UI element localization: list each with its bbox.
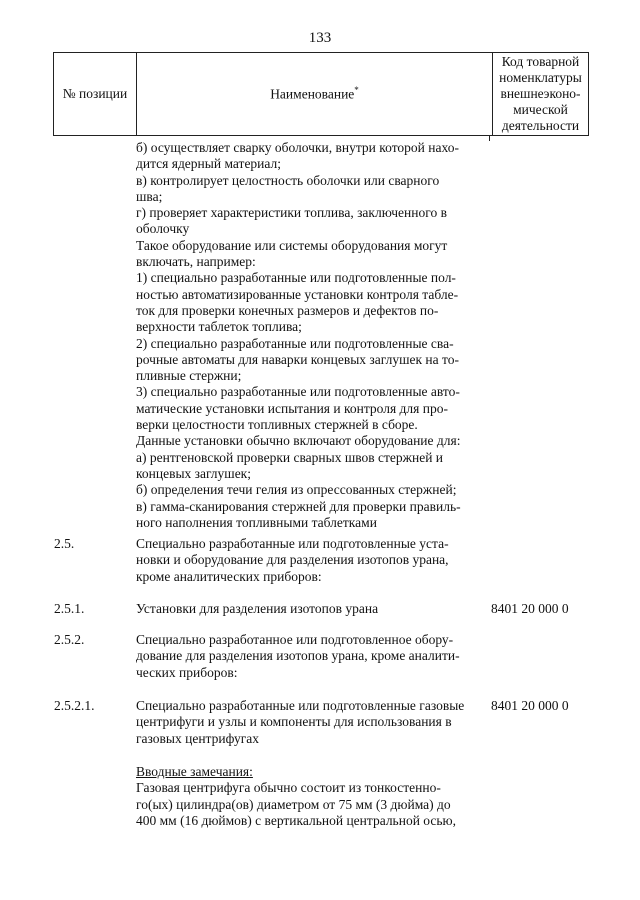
text-line: Специально разработанные или подготовленные уста- bbox=[136, 536, 449, 551]
text-line: 3) специально разработанные или подготовленные авто- bbox=[136, 384, 460, 400]
text-line: верхности таблеток топлива; bbox=[136, 319, 302, 335]
code-header-line: мической bbox=[513, 102, 568, 117]
commodity-code: 8401 20 000 0 bbox=[491, 698, 569, 713]
text-line: ческих приборов: bbox=[136, 664, 238, 680]
text-line: Специально разработанные или подготовленные газовые bbox=[136, 698, 465, 713]
position-number: 2.5. bbox=[54, 536, 75, 551]
text-line: верки целостности топливных стержней в сборе. bbox=[136, 417, 418, 433]
entry-description bbox=[136, 601, 484, 617]
column-header-name-text: Наименование bbox=[270, 86, 355, 102]
text-line: в) контролирует целостность оболочки или сварного bbox=[136, 172, 440, 188]
text-line: дится ядерный материал; bbox=[136, 156, 282, 172]
text-line: матические установки испытания и контроля для про- bbox=[136, 400, 448, 416]
text-line: Установки для разделения изотопов урана bbox=[136, 601, 379, 616]
text-line: 2) специально разработанные или подготовленные сва- bbox=[136, 335, 454, 351]
table-header bbox=[53, 52, 589, 136]
column-header-name bbox=[137, 53, 493, 136]
text-line: а) рентгеновской проверки сварных швов стержней и bbox=[136, 449, 444, 465]
text-line: 1) специально разработанные или подготовленные пол- bbox=[136, 270, 456, 286]
position-number: 2.5.1. bbox=[54, 601, 85, 616]
position-number: 2.5.2.1. bbox=[54, 698, 95, 713]
code-header-line: деятельности bbox=[501, 118, 580, 133]
text-line: Специально разработанное или подготовленное обору- bbox=[136, 632, 454, 647]
text-line: оболочку bbox=[136, 221, 190, 237]
page-number: 133 bbox=[308, 30, 332, 46]
entry-description bbox=[136, 698, 484, 747]
code-header-line: Код товарной bbox=[501, 54, 580, 69]
text-line: Такое оборудование или системы оборудования могут bbox=[136, 237, 448, 253]
text-line: 400 мм (16 дюймов) с вертикальной центральной осью, bbox=[136, 812, 456, 828]
introductory-notes bbox=[136, 764, 484, 829]
text-line: центрифуги и узлы и компоненты для использования в bbox=[136, 714, 452, 730]
text-line: Данные установки обычно включают оборудование для: bbox=[136, 433, 461, 449]
code-header-line: номенклатуры bbox=[499, 70, 582, 85]
text-line: дование для разделения изотопов урана, кроме аналити- bbox=[136, 648, 460, 664]
intro-title: Вводные замечания: bbox=[136, 764, 253, 779]
text-line: шва; bbox=[136, 188, 163, 204]
column-divider bbox=[489, 136, 490, 141]
text-line: б) осуществляет сварку оболочки, внутри которой нахо- bbox=[136, 140, 459, 155]
code-header-line: внешнеэконо- bbox=[500, 86, 581, 101]
entry-description bbox=[136, 632, 484, 681]
text-line: б) определения течи гелия из опрессованных стержней; bbox=[136, 482, 457, 498]
commodity-code: 8401 20 000 0 bbox=[491, 601, 569, 616]
text-line: ностью автоматизированные установки контроля таблe- bbox=[136, 286, 459, 302]
position-number: 2.5.2. bbox=[54, 632, 85, 647]
text-line: в) гамма-сканирования стержней для проверки правиль- bbox=[136, 498, 461, 514]
text-line: Газовая центрифуга обычно состоит из тонкостенно- bbox=[136, 780, 441, 796]
text-line: новки и оборудование для разделения изотопов урана, bbox=[136, 552, 449, 568]
text-line: включать, например: bbox=[136, 254, 256, 270]
entry-description bbox=[136, 536, 484, 585]
column-header-code bbox=[493, 53, 589, 136]
text-line: го(ых) цилиндра(ов) диаметром от 75 мм (3 дюйма) до bbox=[136, 796, 451, 812]
text-line: газовых центрифугах bbox=[136, 730, 260, 746]
text-line: г) проверяет характеристики топлива, заключенного в bbox=[136, 205, 447, 221]
footnote-mark: * bbox=[354, 85, 359, 96]
text-line: ток для проверки конечных размеров и дефектов по- bbox=[136, 302, 439, 318]
text-line: рочные автоматы для наварки концевых заглушек на то- bbox=[136, 351, 459, 367]
continuation-text bbox=[136, 140, 484, 531]
text-line: концевых заглушек; bbox=[136, 465, 251, 481]
text-line: пливные стержни; bbox=[136, 368, 242, 384]
text-line: ного наполнения топливными таблетками bbox=[136, 514, 377, 530]
column-header-position: № позиции bbox=[54, 53, 137, 136]
text-line: кроме аналитических приборов: bbox=[136, 568, 322, 584]
